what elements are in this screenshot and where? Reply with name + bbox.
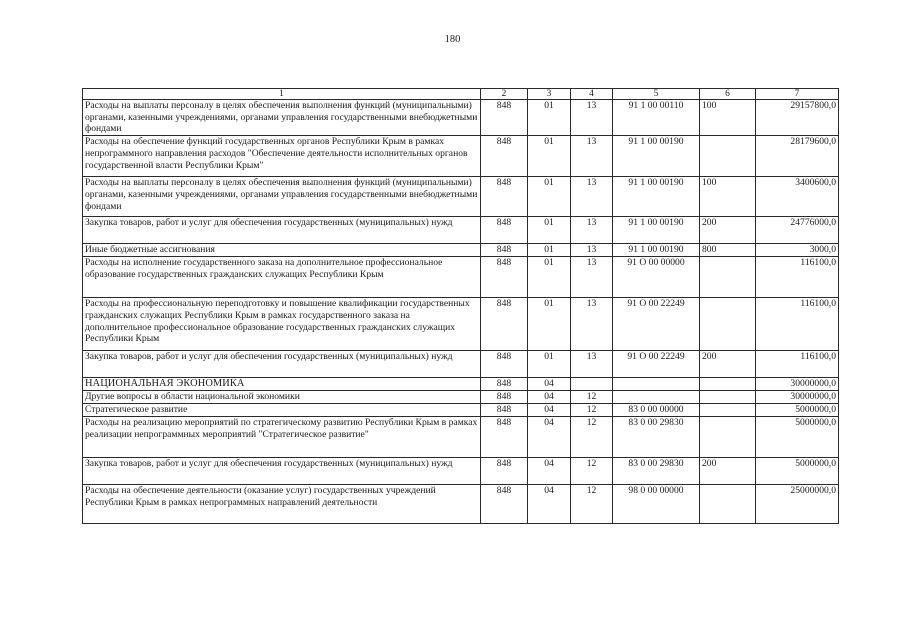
row-gr-cell: 848 [481,177,528,217]
row-csr-cell: 83 0 00 29830 [613,458,700,485]
row-vr-cell: 800 [700,244,756,257]
row-pr-cell: 12 [571,417,613,458]
row-rz-cell: 01 [528,100,571,136]
row-name-cell: Расходы на реализацию мероприятий по стратегическому развитию Республики Крым в рамках реализации непрограммных мероприятий "Стратегическое развитие" [83,417,481,458]
row-rz-cell: 01 [528,177,571,217]
row-vr-cell [700,391,756,404]
row-rz-cell: 01 [528,298,571,351]
row-name-cell: Расходы на выплаты персоналу в целях обеспечения выполнения функций (муниципальными) органами, казенными учреждениями, органами управления государственными внебюджетными фондами [83,177,481,217]
row-pr-cell: 13 [571,298,613,351]
row-sum-cell: 5000000,0 [756,458,839,485]
row-csr-cell: 91 1 00 00190 [613,217,700,244]
row-vr-cell: 200 [700,217,756,244]
row-gr-cell: 848 [481,136,528,177]
row-csr-cell: 91 1 00 00190 [613,244,700,257]
row-vr-cell [700,485,756,524]
row-csr-cell [613,391,700,404]
row-gr-cell: 848 [481,257,528,298]
row-name-cell: Расходы на обеспечение функций государственных органов Республики Крым в рамках непрограммного направления расходов "Обеспечение деятельности исполнительных органов государственной власти Республики Крым" [83,136,481,177]
row-sum-cell: 5000000,0 [756,404,839,417]
row-vr-cell [700,257,756,298]
row-sum-cell: 29157800,0 [756,100,839,136]
row-vr-cell [700,378,756,391]
table-row [83,217,839,244]
row-name-cell: Стратегическое развитие [83,404,481,417]
table-header-row [83,89,839,100]
row-pr-cell: 13 [571,177,613,217]
row-pr-cell [571,378,613,391]
row-gr-cell: 848 [481,417,528,458]
row-name-cell: НАЦИОНАЛЬНАЯ ЭКОНОМИКА [83,378,481,391]
row-csr-cell [613,378,700,391]
row-gr-cell: 848 [481,244,528,257]
row-name-cell: Расходы на выплаты персоналу в целях обеспечения выполнения функций (муниципальными) органами, казенными учреждениями, органами управления государственными внебюджетными фондами [83,100,481,136]
row-rz-cell: 01 [528,351,571,378]
row-name-cell: Закупка товаров, работ и услуг для обеспечения государственных (муниципальных) нужд [83,217,481,244]
header-cell-2: 2 [481,89,528,100]
row-sum-cell: 28179600,0 [756,136,839,177]
table-row [83,351,839,378]
row-pr-cell: 12 [571,391,613,404]
row-vr-cell [700,298,756,351]
row-pr-cell: 13 [571,351,613,378]
row-csr-cell: 91 О 00 00000 [613,257,700,298]
row-pr-cell: 12 [571,485,613,524]
table-row [83,378,839,391]
row-sum-cell: 3400600,0 [756,177,839,217]
row-csr-cell: 91 1 00 00190 [613,177,700,217]
table-row [83,485,839,524]
row-sum-cell: 24776000,0 [756,217,839,244]
row-name-cell: Закупка товаров, работ и услуг для обеспечения государственных (муниципальных) нужд [83,351,481,378]
row-name-cell: Закупка товаров, работ и услуг для обеспечения государственных (муниципальных) нужд [83,458,481,485]
row-gr-cell: 848 [481,391,528,404]
table-row [83,100,839,136]
row-sum-cell: 5000000,0 [756,417,839,458]
row-csr-cell: 91 О 00 22249 [613,351,700,378]
row-pr-cell: 12 [571,404,613,417]
row-vr-cell [700,417,756,458]
row-sum-cell: 116100,0 [756,351,839,378]
header-cell-6: 6 [700,89,756,100]
row-sum-cell: 30000000,0 [756,391,839,404]
row-gr-cell: 848 [481,485,528,524]
row-gr-cell: 848 [481,404,528,417]
row-csr-cell: 91 О 00 22249 [613,298,700,351]
header-cell-7: 7 [756,89,839,100]
row-name-cell: Иные бюджетные ассигнования [83,244,481,257]
table-row [83,404,839,417]
row-rz-cell: 01 [528,136,571,177]
row-vr-cell [700,136,756,177]
row-vr-cell: 100 [700,100,756,136]
row-pr-cell: 13 [571,136,613,177]
row-csr-cell: 83 0 00 29830 [613,417,700,458]
row-gr-cell: 848 [481,217,528,244]
row-csr-cell: 98 0 00 00000 [613,485,700,524]
row-pr-cell: 13 [571,100,613,136]
row-sum-cell: 116100,0 [756,298,839,351]
row-name-cell: Другие вопросы в области национальной экономики [83,391,481,404]
budget-table [82,88,839,524]
row-name-cell: Расходы на профессиональную переподготовку и повышение квалификации государственных гражданских служащих Республики Крым в рамках государственного заказа на дополнительное профессиональное образование государственных гражданских служащих Республики Крым [83,298,481,351]
row-rz-cell: 04 [528,417,571,458]
row-rz-cell: 04 [528,458,571,485]
row-pr-cell: 13 [571,217,613,244]
row-rz-cell: 01 [528,217,571,244]
row-rz-cell: 01 [528,244,571,257]
header-cell-5: 5 [613,89,700,100]
row-csr-cell: 91 1 00 00110 [613,100,700,136]
header-cell-3: 3 [528,89,571,100]
row-rz-cell: 04 [528,391,571,404]
row-rz-cell: 04 [528,404,571,417]
table-row [83,244,839,257]
row-rz-cell: 04 [528,485,571,524]
row-sum-cell: 25000000,0 [756,485,839,524]
row-pr-cell: 12 [571,458,613,485]
row-name-cell: Расходы на обеспечение деятельности (оказание услуг) государственных учреждений Республики Крым в рамках непрограммных направлений деятельности [83,485,481,524]
page-number: 180 [444,34,461,45]
table-row [83,417,839,458]
row-csr-cell: 91 1 00 00190 [613,136,700,177]
row-vr-cell: 200 [700,351,756,378]
table-row [83,136,839,177]
header-cell-4: 4 [571,89,613,100]
table-row [83,257,839,298]
table-row [83,458,839,485]
row-sum-cell: 116100,0 [756,257,839,298]
row-sum-cell: 3000,0 [756,244,839,257]
table-row [83,391,839,404]
row-gr-cell: 848 [481,100,528,136]
row-rz-cell: 04 [528,378,571,391]
row-sum-cell: 30000000,0 [756,378,839,391]
table-row [83,298,839,351]
row-csr-cell: 83 0 00 00000 [613,404,700,417]
table-row [83,177,839,217]
row-name-cell: Расходы на исполнение государственного заказа на дополнительное профессиональное образование государственных гражданских служащих Республики Крым [83,257,481,298]
row-pr-cell: 13 [571,244,613,257]
row-vr-cell: 100 [700,177,756,217]
row-gr-cell: 848 [481,458,528,485]
row-rz-cell: 01 [528,257,571,298]
row-gr-cell: 848 [481,298,528,351]
header-cell-1: 1 [83,89,481,100]
row-gr-cell: 848 [481,351,528,378]
row-vr-cell: 200 [700,458,756,485]
row-pr-cell: 13 [571,257,613,298]
row-vr-cell [700,404,756,417]
row-gr-cell: 848 [481,378,528,391]
